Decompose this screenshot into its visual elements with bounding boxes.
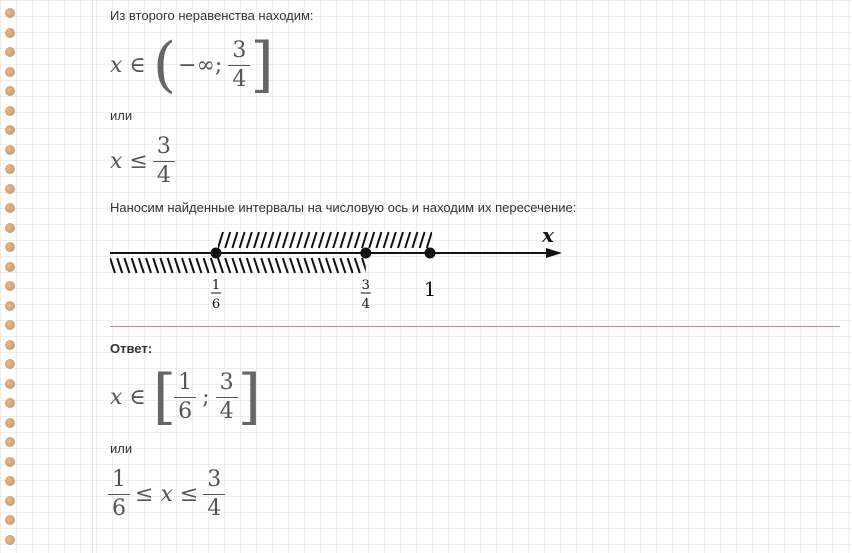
hatch-stroke: [160, 258, 165, 273]
hatch-stroke: [384, 232, 389, 248]
hatch-stroke: [434, 232, 439, 248]
op-le: ≤: [129, 148, 148, 174]
hatch-stroke: [117, 258, 122, 273]
binding-hole: [5, 164, 15, 174]
numerator: 3: [232, 37, 247, 63]
text-or-2: или: [110, 441, 133, 456]
binding-hole: [5, 535, 15, 545]
hatch-stroke: [312, 232, 317, 248]
hatch-stroke: [196, 258, 201, 273]
fraction-bar: [108, 494, 130, 495]
numerator: 3: [207, 466, 222, 492]
fraction-three-quarters: [155, 135, 173, 188]
hatch-stroke: [268, 258, 273, 273]
semicolon: ;: [202, 384, 210, 410]
hatch-stroke: [362, 232, 367, 248]
binding-hole: [5, 340, 15, 350]
denominator: 4: [156, 162, 171, 188]
hatch-stroke: [240, 232, 245, 248]
math-answer-inequality: [110, 464, 223, 524]
hatch-stroke: [312, 258, 317, 273]
hatch-stroke: [362, 258, 367, 273]
op-le: ≤: [179, 481, 199, 507]
hatch-stroke: [110, 258, 115, 273]
axis-label-x: x: [542, 223, 554, 247]
hatch-stroke: [326, 258, 331, 273]
binding-hole: [5, 125, 15, 135]
binding-hole: [5, 106, 15, 116]
answer-label: Ответ:: [110, 341, 153, 356]
binding-hole: [5, 145, 15, 155]
hatch-stroke: [290, 232, 295, 248]
denominator: 4: [232, 66, 247, 92]
var-x: x: [110, 384, 123, 410]
hatch-stroke: [204, 258, 209, 273]
fraction-bar: [174, 397, 196, 398]
text-from-second-inequality: Из второго неравенства находим:: [110, 8, 314, 23]
notebook-binding-holes: [5, 0, 19, 553]
binding-hole: [5, 515, 15, 525]
hatch-stroke: [232, 232, 237, 248]
binding-hole: [5, 184, 15, 194]
hatch-stroke: [218, 258, 223, 273]
label-denominator: 4: [361, 297, 370, 312]
hatch-stroke: [391, 232, 396, 248]
numerator: 3: [156, 133, 171, 159]
hatch-stroke: [168, 258, 173, 273]
binding-hole: [5, 359, 15, 369]
denominator: 4: [219, 398, 234, 424]
hatch-stroke: [218, 232, 223, 248]
hatch-stroke: [225, 232, 230, 248]
label-denominator: 6: [211, 297, 221, 312]
denominator: 6: [112, 495, 126, 521]
op-le: ≤: [135, 481, 154, 507]
binding-hole: [5, 437, 15, 447]
binding-hole: [5, 496, 15, 506]
hatch-stroke: [276, 232, 281, 248]
hatch-stroke: [427, 232, 432, 248]
binding-hole: [5, 320, 15, 330]
fraction-bar: [203, 494, 225, 495]
hatch-stroke: [124, 258, 129, 273]
hatch-stroke: [211, 258, 216, 273]
binding-hole: [5, 47, 15, 57]
point-one-sixth: [211, 248, 222, 259]
text-plot-intervals: Наносим найденные интервалы на числовую ось и находим их пересечение:: [110, 200, 577, 215]
minus-infinity: −∞;: [178, 52, 223, 78]
hatching-x-ge-one-sixth: [218, 232, 439, 248]
hatch-stroke: [304, 232, 309, 248]
hatch-stroke: [247, 232, 252, 248]
fraction-one-sixth: [110, 468, 128, 521]
point-three-quarters: [360, 248, 371, 259]
fraction-one-sixth: [176, 371, 194, 424]
hatch-stroke: [297, 232, 302, 248]
binding-hole: [5, 379, 15, 389]
denominator: 6: [178, 398, 193, 424]
label-one: 1: [423, 277, 437, 301]
hatch-stroke: [261, 258, 266, 273]
fraction-three-quarters: [230, 39, 248, 92]
binding-hole: [5, 281, 15, 291]
math-answer-interval: [110, 362, 261, 432]
denominator: 4: [207, 495, 222, 521]
hatching-x-le-three-quarters: [110, 258, 374, 273]
hatch-stroke: [225, 258, 230, 273]
binding-hole: [5, 28, 15, 38]
math-inequality-1: [110, 131, 173, 191]
hatch-stroke: [319, 232, 324, 248]
hatch-stroke: [283, 232, 288, 248]
op-in: ∈: [129, 52, 146, 78]
open-paren: (: [152, 30, 177, 100]
hatch-stroke: [326, 232, 331, 248]
hatch-stroke: [398, 232, 403, 248]
fraction-bar: [216, 397, 238, 398]
hatch-stroke: [355, 232, 360, 248]
binding-hole: [5, 67, 15, 77]
label-three-quarters: [361, 278, 371, 312]
open-bracket: [: [152, 362, 177, 432]
label-one-sixth: [211, 278, 221, 312]
var-x: x: [110, 148, 123, 174]
binding-hole: [5, 476, 15, 486]
var-x: x: [160, 481, 173, 507]
fraction-bar: [228, 65, 250, 66]
hatch-stroke: [304, 258, 309, 273]
binding-hole: [5, 418, 15, 428]
hatch-stroke: [376, 232, 381, 248]
hatch-stroke: [232, 258, 237, 273]
math-interval-1: [110, 30, 274, 100]
hatch-stroke: [132, 258, 137, 273]
number-line-diagram: [100, 222, 580, 318]
binding-hole: [5, 8, 15, 18]
hatch-stroke: [355, 258, 360, 273]
hatch-stroke: [254, 232, 259, 248]
hatch-stroke: [139, 258, 144, 273]
hatch-stroke: [333, 232, 338, 248]
point-one: [425, 248, 436, 259]
close-bracket: ]: [237, 362, 261, 432]
binding-hole: [5, 301, 15, 311]
op-in: ∈: [129, 384, 146, 410]
numerator: 1: [112, 466, 126, 492]
binding-hole: [5, 262, 15, 272]
hatch-stroke: [247, 258, 252, 273]
binding-hole: [5, 398, 15, 408]
label-numerator: 3: [361, 278, 370, 293]
hatch-stroke: [369, 258, 374, 273]
hatch-stroke: [254, 258, 259, 273]
binding-hole: [5, 86, 15, 96]
hatch-stroke: [333, 258, 338, 273]
text-or-1: или: [110, 108, 133, 123]
hatch-stroke: [182, 258, 187, 273]
hatch-stroke: [290, 258, 295, 273]
hatch-stroke: [319, 258, 324, 273]
hatch-stroke: [240, 258, 245, 273]
hatch-stroke: [348, 258, 353, 273]
var-x: x: [110, 52, 123, 78]
hatch-stroke: [175, 258, 180, 273]
binding-hole: [5, 223, 15, 233]
hatch-stroke: [405, 232, 410, 248]
hatch-stroke: [283, 258, 288, 273]
notebook-margin-line: [92, 0, 93, 553]
hatch-stroke: [268, 232, 273, 248]
hatch-stroke: [297, 258, 302, 273]
hatch-stroke: [146, 258, 151, 273]
hatch-stroke: [348, 232, 353, 248]
binding-hole: [5, 203, 15, 213]
fraction-bar: [153, 161, 175, 162]
binding-hole: [5, 242, 15, 252]
hatch-stroke: [276, 258, 281, 273]
fraction-three-quarters: [218, 371, 236, 424]
numerator: 1: [178, 369, 193, 395]
hatch-stroke: [340, 232, 345, 248]
hatch-stroke: [261, 232, 266, 248]
numerator: 3: [219, 369, 234, 395]
section-separator: [110, 326, 840, 327]
axis-arrow: [546, 248, 562, 258]
hatch-stroke: [420, 232, 425, 248]
label-numerator: 1: [211, 278, 221, 293]
hatch-stroke: [340, 258, 345, 273]
hatch-stroke: [369, 232, 374, 248]
hatch-stroke: [153, 258, 158, 273]
hatch-stroke: [412, 232, 417, 248]
binding-hole: [5, 457, 15, 467]
close-bracket: ]: [250, 30, 274, 100]
hatch-stroke: [189, 258, 194, 273]
fraction-three-quarters: [205, 468, 223, 521]
